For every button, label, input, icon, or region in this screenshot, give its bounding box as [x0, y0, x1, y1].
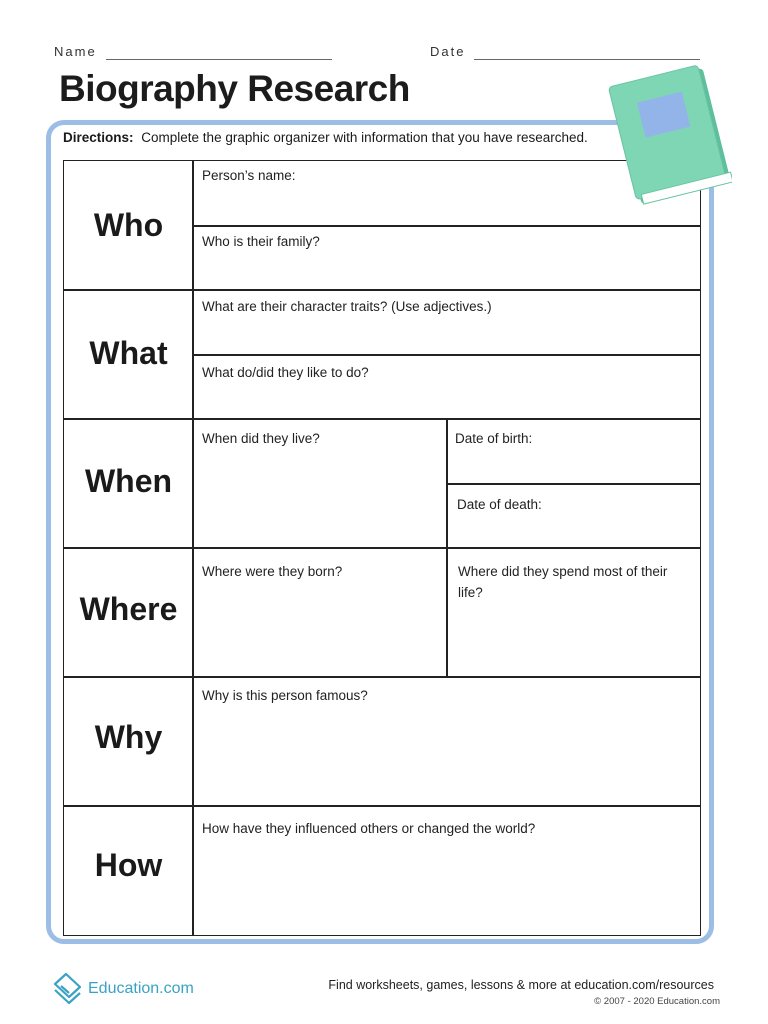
date-field	[430, 44, 465, 59]
prompt-family: Who is their family?	[202, 234, 320, 249]
prompt-where-born: Where were they born?	[202, 564, 343, 579]
directions-text: Complete the graphic organizer with information that you have researched.	[141, 130, 588, 145]
name-field	[54, 44, 97, 59]
prompt-where-spent-life: Where did they spend most of their life?	[458, 564, 668, 600]
label-column-divider	[192, 161, 194, 935]
row-divider	[64, 547, 700, 549]
row-label-when: When	[84, 463, 173, 499]
logo-text: Education.com	[88, 980, 194, 997]
row-label-what: What	[89, 335, 168, 371]
footer-tagline: Find worksheets, games, lessons & more at education.com/resources	[328, 978, 714, 992]
directions-label: Directions:	[63, 130, 134, 145]
date-line	[474, 59, 700, 60]
row-divider	[64, 676, 700, 678]
date-label: Date	[430, 44, 466, 59]
prompt-date-of-birth: Date of birth:	[455, 431, 533, 446]
graphic-organizer	[63, 160, 701, 936]
row-label-why: Why	[94, 719, 163, 755]
prompt-when-live: When did they live?	[202, 431, 320, 446]
footer-copyright: © 2007 - 2020 Education.com	[594, 996, 720, 1007]
directions	[63, 130, 588, 145]
row-label-where: Where	[79, 591, 178, 627]
name-label: Name	[54, 44, 97, 59]
prompt-influence: How have they influenced others or changed the world?	[202, 821, 536, 836]
prompt-likes: What do/did they like to do?	[202, 365, 369, 380]
education-logo-icon	[52, 972, 84, 1006]
prompt-character-traits: What are their character traits? (Use adjectives.)	[202, 299, 492, 314]
education-logo[interactable]	[52, 972, 194, 1006]
row-divider	[64, 805, 700, 807]
row-label-how: How	[94, 847, 163, 883]
who-subdivider	[193, 225, 700, 227]
what-subdivider	[193, 354, 700, 356]
when-where-column-divider	[446, 419, 448, 676]
prompt-why-famous: Why is this person famous?	[202, 688, 368, 703]
book-illustration	[606, 64, 732, 208]
prompt-persons-name: Person’s name:	[202, 168, 296, 183]
row-label-who: Who	[93, 207, 164, 243]
prompt-date-of-death: Date of death:	[457, 497, 542, 512]
row-divider	[64, 289, 700, 291]
when-subdivider	[447, 483, 700, 485]
page-title: Biography Research	[59, 68, 410, 109]
name-line	[106, 59, 332, 60]
row-divider	[64, 418, 700, 420]
